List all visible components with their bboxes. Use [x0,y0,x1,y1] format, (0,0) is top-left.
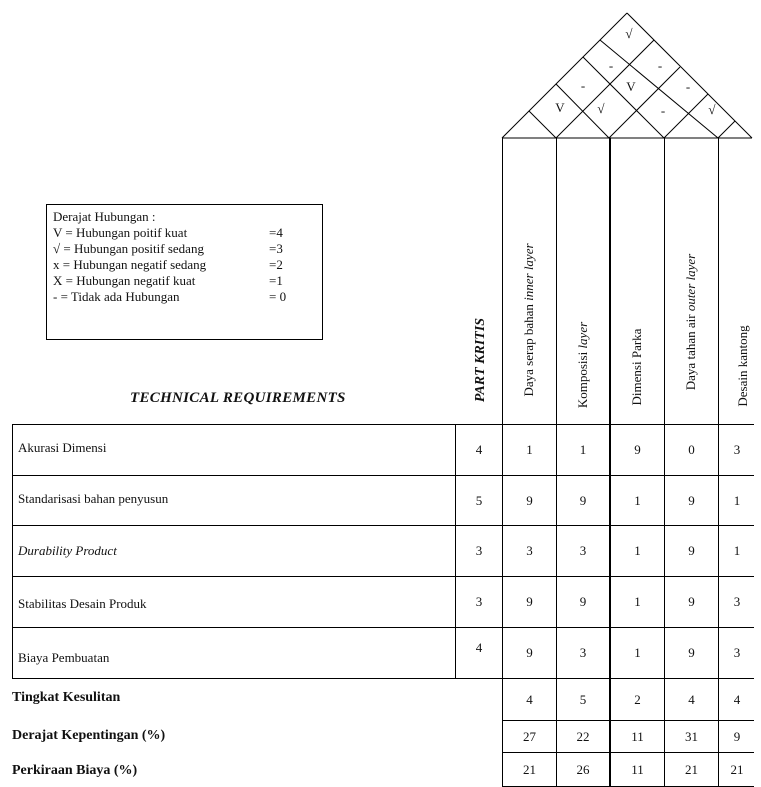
summary-cell: 5 [579,691,587,707]
value-cell: 1 [634,543,641,558]
technical-requirements-title: TECHNICAL REQUIREMENTS [130,390,346,406]
roof-symbol: - [685,79,691,94]
legend-row-label: V = Hubungan poitif kuat [53,225,188,240]
value-cell: 1 [634,594,641,609]
summary-cell: 21 [685,761,698,777]
summary-label: Tingkat Kesulitan [12,690,121,705]
summary-cell: 21 [730,761,744,777]
summary-cell: 9 [733,728,741,744]
summary-cell: 4 [526,691,533,707]
roof-symbol: - [580,78,586,93]
summary-cell: 27 [523,728,536,744]
value-cell: 1 [733,543,741,558]
kritis-cell: 4 [475,640,483,655]
roof-symbol: V [555,100,565,115]
row-label: Stabilitas Desain Produk [18,596,147,611]
legend-row-label: - = Tidak ada Hubungan [53,289,180,304]
roof-symbol: - [657,58,663,73]
summary-cell: 4 [688,691,695,707]
summary-cell: 11 [631,728,644,744]
column-header: Dimensi Parka [629,328,644,406]
legend-row-value: =4 [269,225,283,240]
legend-title: Derajat Hubungan : [53,209,156,224]
legend-row-label: x = Hubungan negatif sedang [53,257,207,272]
summary-label: Perkiraan Biaya (%) [12,763,138,778]
column-header: Daya serap bahan inner layer [521,243,536,397]
value-cell: 1 [634,645,641,660]
legend-row [53,241,316,257]
correlation-roof [0,0,761,140]
roof-symbol: √ [597,101,605,116]
value-cell: 3 [733,594,741,609]
row-label: Biaya Pembuatan [18,650,110,665]
roof-symbol: √ [625,26,633,41]
legend-row-value: =3 [269,241,283,256]
kritis-cell: 5 [475,492,483,508]
value-cell: 1 [733,492,741,508]
value-cell: 1 [579,442,587,457]
summary-cell: 4 [733,691,741,707]
kritis-cell: 3 [475,594,483,609]
value-cell: 0 [688,442,695,457]
legend-row-value: =1 [269,273,283,288]
roof-symbol: - [608,58,614,73]
legend-row [53,225,316,241]
row-label: Akurasi Dimensi [18,440,107,455]
legend-row-label: √ = Hubungan positif sedang [53,241,204,256]
summary-cell: 22 [576,728,590,744]
legend-box [46,204,323,340]
value-cell: 9 [526,594,533,609]
value-cell: 3 [733,645,741,660]
column-header: Desain kantong [735,325,750,407]
value-cell: 1 [634,492,641,508]
value-cell: 3 [733,442,741,457]
value-cell: 9 [688,645,695,660]
legend-row [53,273,316,289]
legend-row [53,289,316,305]
legend-row-label: X = Hubungan negatif kuat [53,273,196,288]
summary-label: Derajat Kepentingan (%) [12,728,166,743]
row-label: Standarisasi bahan penyusun [18,491,169,506]
value-cell: 3 [579,543,587,558]
summary-cell: 11 [631,761,644,777]
value-cell: 3 [579,645,587,660]
value-cell: 9 [688,492,695,508]
summary-cell: 31 [685,728,698,744]
column-header: Daya tahan air outer layer [683,253,698,391]
value-cell: 9 [526,645,533,660]
value-cell: 9 [688,594,695,609]
value-cell: 9 [579,492,587,508]
kritis-cell: 3 [475,543,483,558]
summary-cell: 2 [634,691,641,707]
legend-row-value: = 0 [269,289,287,304]
summary-cell: 21 [523,761,536,777]
value-cell: 1 [526,442,533,457]
legend-row [53,257,316,273]
roof-symbol: - [660,103,666,118]
value-cell: 9 [526,492,533,508]
roof-symbol: V [626,79,636,94]
row-label: Durability Product [18,543,117,558]
part-kritis-label: PART KRITIS [473,317,488,403]
value-cell: 9 [579,594,587,609]
kritis-cell: 4 [475,442,483,457]
value-cell: 9 [688,543,695,558]
summary-cell: 26 [576,761,590,777]
value-cell: 3 [526,543,533,558]
roof-symbol: √ [708,102,716,117]
column-header: Komposisi layer [575,321,590,409]
value-cell: 9 [634,442,641,457]
legend-row-value: =2 [269,257,283,272]
